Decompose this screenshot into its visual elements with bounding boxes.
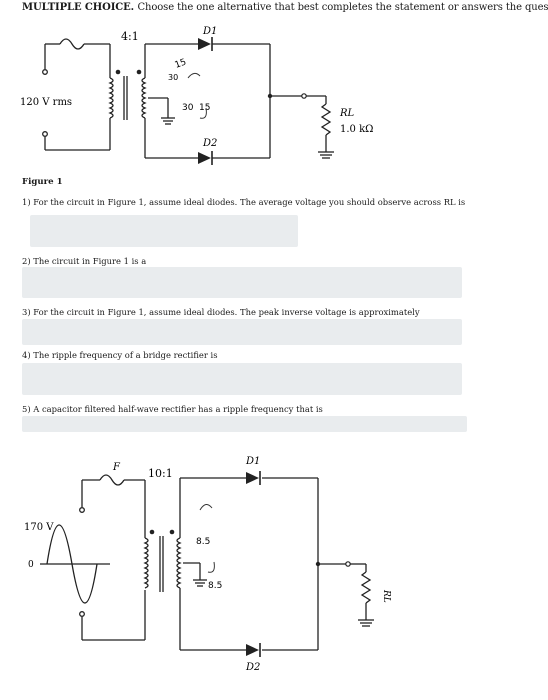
primary-coil-2 <box>145 538 148 588</box>
fig1-hand-b: 30 <box>168 73 179 82</box>
figure-1-circuit <box>0 0 493 200</box>
question-5: 5) A capacitor filtered half-wave rectifier has a ripple frequency that is <box>22 404 323 414</box>
question-2: 2) The circuit in Figure 1 is a <box>22 256 147 266</box>
diode-d2-symbol-2 <box>246 643 260 657</box>
diode-d2-symbol <box>198 151 212 165</box>
answer-box-5[interactable] <box>22 416 467 432</box>
fig1-load-value: 1.0 kΩ <box>340 124 374 135</box>
answer-box-2[interactable] <box>22 267 462 298</box>
fig2-ratio: 10:1 <box>148 467 173 480</box>
question-1: 1) For the circuit in Figure 1, assume ideal diodes. The average voltage you should observe across RL is <box>22 197 466 207</box>
question-3: 3) For the circuit in Figure 1, assume ideal diodes. The peak inverse voltage is approximately <box>22 307 420 317</box>
header-text: Choose the one alternative that best completes the statement or answers the ques <box>137 2 548 13</box>
fig1-hand-c: 30 <box>182 103 194 113</box>
fig1-hand-a: 15 <box>173 57 188 71</box>
fig2-hand-b: 8.5 <box>208 581 223 591</box>
fig1-hand-d: 15 <box>199 103 211 113</box>
primary-coil <box>110 78 113 118</box>
fig2-d2-label: D2 <box>246 662 261 673</box>
answer-box-3[interactable] <box>22 319 462 345</box>
fuse-symbol-2 <box>100 475 124 485</box>
figure-1-caption: Figure 1 <box>22 177 63 187</box>
load-resistor-2 <box>362 572 370 603</box>
fuse-symbol <box>60 39 84 49</box>
fig1-d1-label: D1 <box>203 26 218 37</box>
answer-box-4[interactable] <box>22 363 462 395</box>
answer-box-1[interactable] <box>30 215 298 247</box>
fig1-ratio: 4:1 <box>121 30 139 43</box>
fig2-d1-label: D1 <box>246 456 261 467</box>
figure-2-circuit <box>0 440 493 700</box>
fig1-d2-label: D2 <box>203 138 218 149</box>
diode-d1-symbol <box>198 37 212 51</box>
fig1-source: 120 V rms <box>20 97 73 108</box>
fig2-fuse-label: F <box>113 462 120 473</box>
fig1-load-label: RL <box>340 108 355 119</box>
question-4: 4) The ripple frequency of a bridge rectifier is <box>22 350 218 360</box>
secondary-coil <box>142 78 145 118</box>
fig2-zero: 0 <box>28 560 34 570</box>
header-title: MULTIPLE CHOICE. <box>22 2 135 13</box>
diode-d1-symbol-2 <box>246 471 260 485</box>
fig2-load-label: RL <box>381 590 391 603</box>
fig2-source: 170 V <box>24 522 54 533</box>
secondary-coil-2 <box>177 538 180 588</box>
fig2-hand-a: 8.5 <box>196 537 211 547</box>
load-resistor <box>322 104 330 135</box>
